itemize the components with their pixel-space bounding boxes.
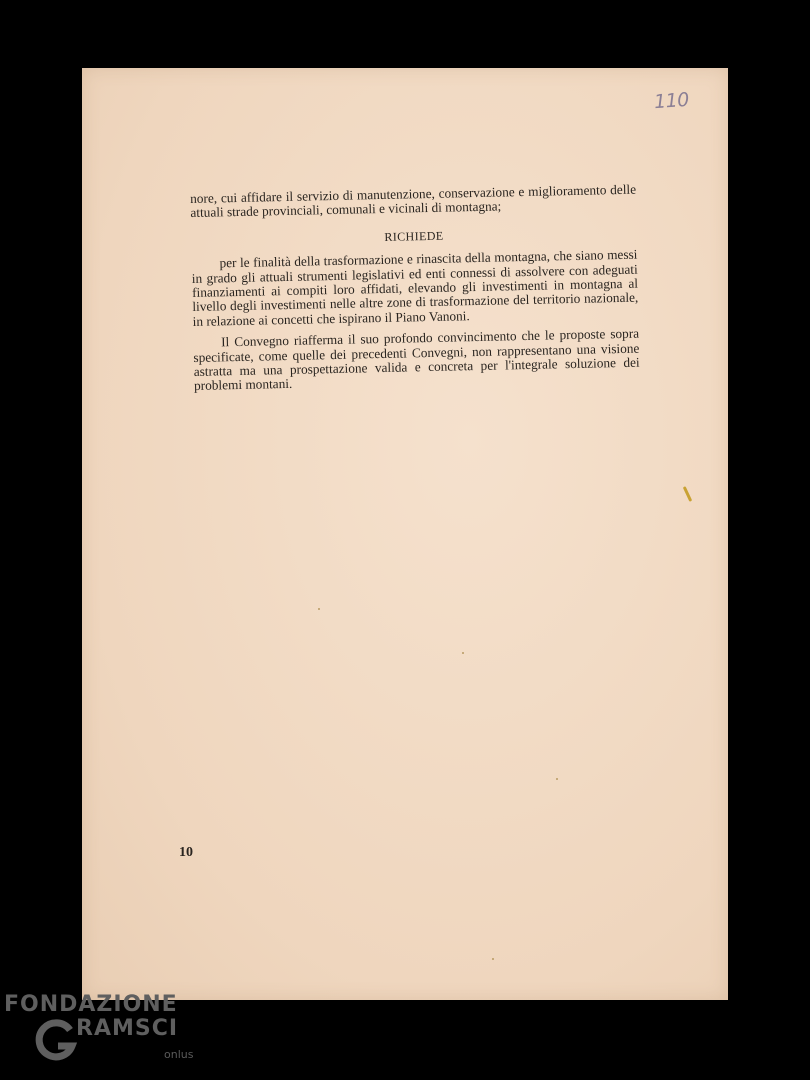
page-number: 10	[179, 845, 193, 860]
document-page	[82, 68, 728, 1000]
paragraph-request: per le finalità della trasformazione e rinascita della montagna, che siano messi in grado gli attuali strumenti legislativi ed enti connessi di assolvere con adeguati finanziamenti ai compiti loro affidati, elevando gli investimenti in montagna al livello degli investimenti nelle altre zone di trasformazione del territorio nazionale, in relazione ai concetti che ispirano il Piano Vanoni.	[191, 246, 639, 329]
watermark-line2: RAMSCI	[76, 1016, 179, 1041]
fondazione-gramsci-watermark	[4, 992, 204, 1076]
paper-speck	[318, 608, 320, 610]
paper-speck	[462, 652, 464, 654]
archive-number: 110	[653, 88, 690, 114]
paragraph-conclusion: Il Convegno riafferma il suo profondo convincimento che le proposte sopra specificate, come quelle dei precedenti Convegni, non rappresentano una visione astratta ma una prospettazione valida e concreta per l'integrale soluzione dei problemi montani.	[193, 325, 640, 394]
paper-speck	[492, 958, 494, 960]
section-heading: RICHIEDE	[384, 228, 444, 244]
paragraph-continued: nore, cui affidare il servizio di manutenzione, conservazione e miglioramento delle attuali strade provinciali, comunali e vicinali di montagna;	[189, 181, 637, 221]
watermark-onlus: onlus	[164, 1048, 194, 1061]
document-body	[190, 183, 640, 401]
paper-speck	[556, 778, 558, 780]
paper-stain	[683, 486, 692, 502]
gramsci-g-logo-icon	[32, 1018, 78, 1064]
watermark-line1: FONDAZIONE	[4, 992, 178, 1017]
